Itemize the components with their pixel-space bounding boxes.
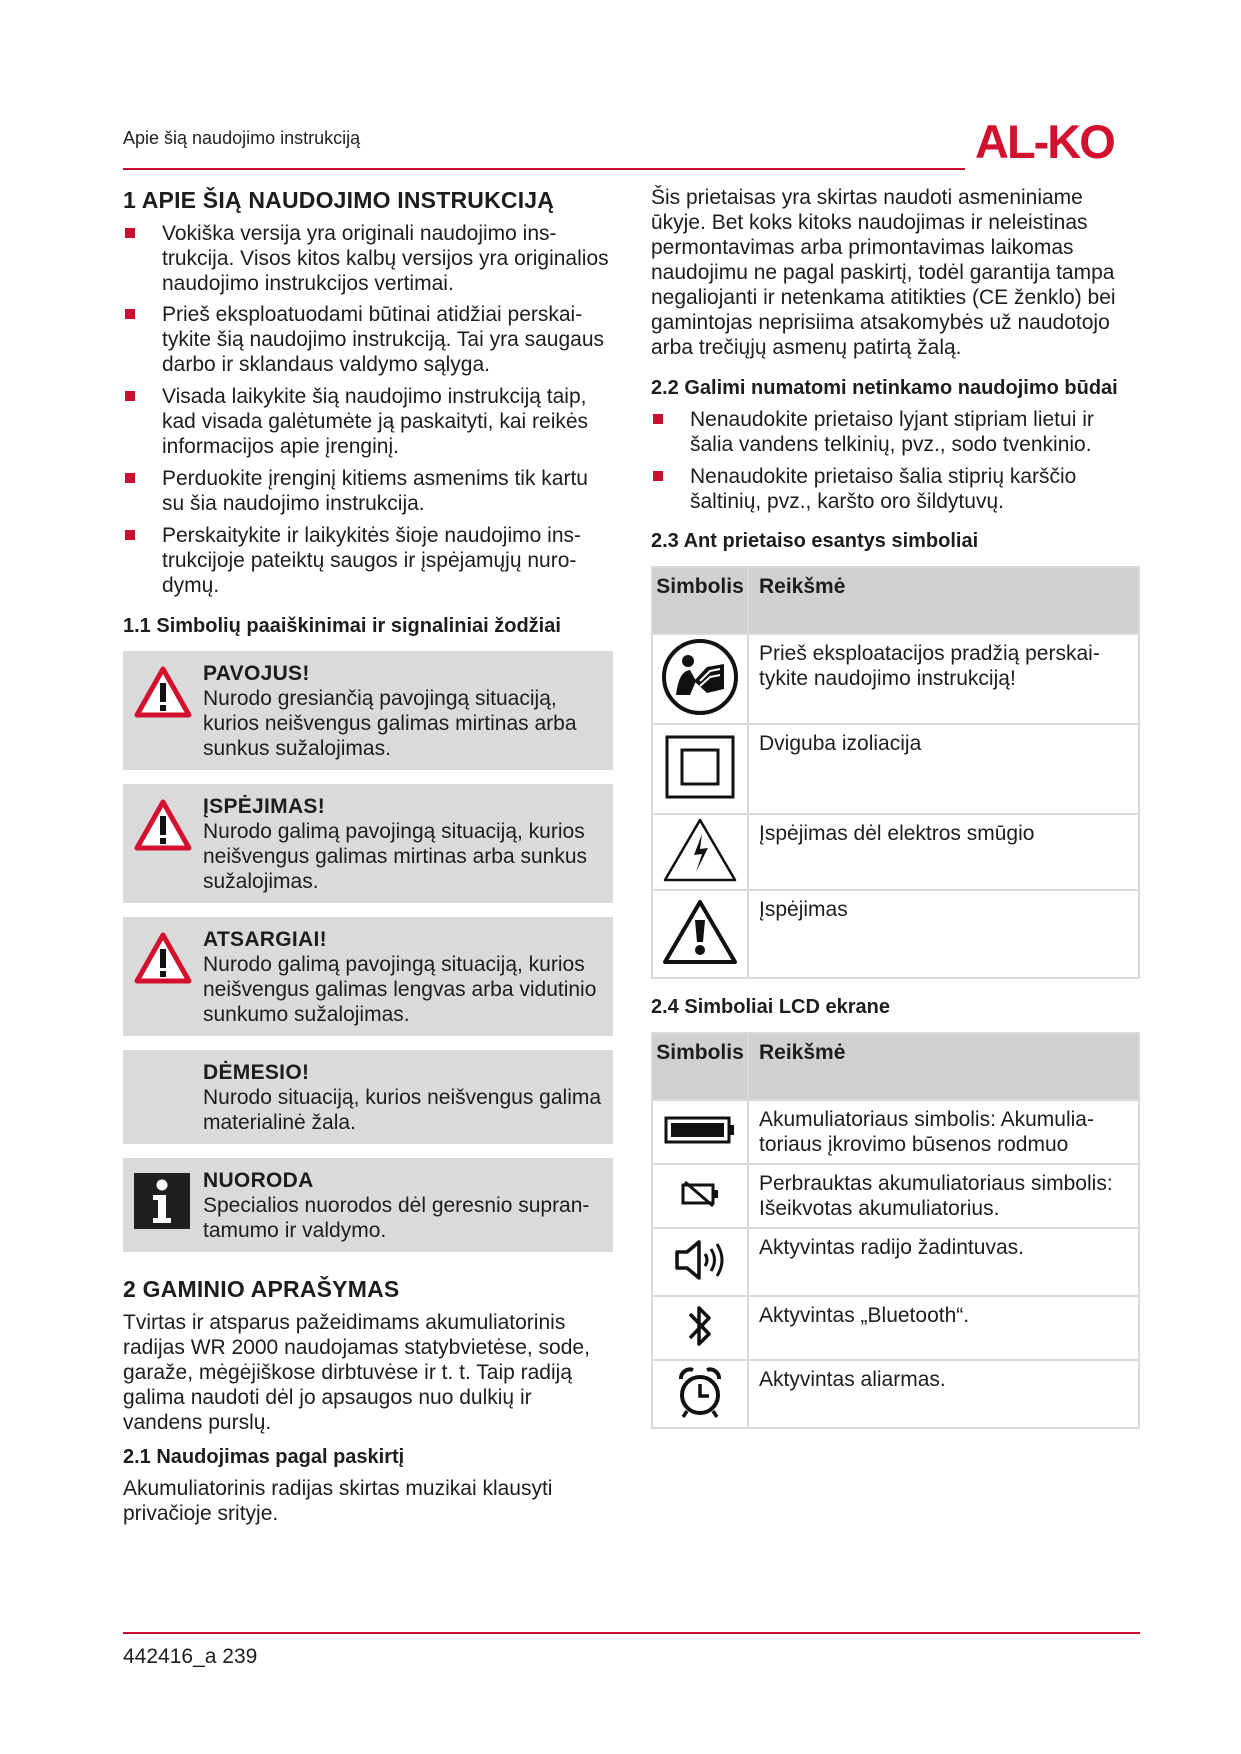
notice-warning: [123, 784, 613, 903]
warning-icon: [662, 898, 738, 966]
warning-triangle-icon: [133, 931, 193, 985]
section-1-bullets: [123, 221, 613, 598]
notice-text: Nurodo galimą pavojingą situaciją, kurios neišvengus galimas lengvas arba vidutinio sunkumo sužalojimas.: [203, 953, 597, 1026]
running-header: Apie šią naudojimo instrukciją: [123, 128, 361, 148]
section-2-2-heading: 2.2 Galimi numatomi netinkamo naudojimo būdai: [651, 377, 1118, 399]
symbol-meaning: Akumuliatoriaus simbolis: Akumuliatoriaus įkrovimo būsenos rodmuo: [748, 1100, 1139, 1164]
symbol-meaning: Prieš eksploatacijos pradžią perskaitykite naudojimo instrukciją!: [748, 634, 1139, 724]
warning-triangle-icon: [133, 798, 193, 852]
page-number: 442416_a 239: [123, 1645, 258, 1668]
section-2-2-bullets: [651, 407, 1140, 514]
symbol-meaning: Dviguba izoliacija: [748, 724, 1139, 814]
list-item: Nenaudokite prietaiso šalia stiprių karščio šaltinių, pvz., karšto oro šildytuvų.: [651, 464, 1140, 514]
symbol-meaning: Perbrauktas akumuliatoriaus simbolis: Išeikvotas akumuliatorius.: [748, 1164, 1139, 1228]
notice-title: DĖMESIO!: [203, 1061, 310, 1084]
footer-rule: [123, 1632, 1140, 1634]
section-1-1-heading: 1.1 Simbolių paaiškinimai ir signaliniai žodžiai: [123, 615, 561, 637]
list-item: Visada laikykite šią naudojimo instrukciją taip, kad visada galėtumėte ją paskaityti, kai reikės informacijos apie įrenginį.: [123, 384, 613, 459]
battery-icon: [664, 1115, 736, 1145]
table-row: [652, 1100, 1139, 1164]
table-row: [652, 724, 1139, 814]
list-item: Nenaudokite prietaiso lyjant stipriam lietui ir šalia vandens telkinių, pvz., sodo tvenkinio.: [651, 407, 1140, 457]
symbol-meaning: Aktyvintas „Bluetooth“.: [748, 1296, 1139, 1360]
alko-logo: [975, 116, 1140, 164]
notice-text: Nurodo galimą pavojingą situaciją, kurios neišvengus galimas mirtinas arba sunkus sužalojimas.: [203, 820, 588, 893]
device-symbols-table: [651, 566, 1140, 979]
table-header-row: [652, 1033, 1139, 1100]
notice-title: NUORODA: [203, 1169, 314, 1192]
notice-info: [123, 1158, 613, 1252]
battery-crossed-icon: [680, 1178, 720, 1210]
column-header-meaning: Reikšmė: [748, 1033, 1139, 1100]
info-icon: [133, 1172, 191, 1230]
alarm-clock-icon: [675, 1365, 725, 1419]
list-item: Prieš eksploatuodami būtinai atidžiai perskaitykite šią naudojimo instrukciją. Tai yra saugaus darbo ir sklandaus valdymo sąlyga.: [123, 302, 613, 377]
right-column: [651, 185, 1140, 1429]
notice-danger: [123, 651, 613, 770]
column-header-symbol: Simbolis: [652, 567, 748, 634]
section-2-3-heading: 2.3 Ant prietaiso esantys simboliai: [651, 530, 979, 552]
column-header-symbol: Simbolis: [652, 1033, 748, 1100]
notice-title: ATSARGIAI!: [203, 928, 327, 951]
table-row: [652, 1228, 1139, 1296]
table-row: [652, 814, 1139, 890]
section-2-heading: 2 GAMINIO APRAŠYMAS: [123, 1276, 400, 1302]
notice-caution: [123, 917, 613, 1036]
table-row: [652, 1360, 1139, 1428]
header-rule: [123, 168, 965, 170]
double-insulation-icon: [664, 734, 736, 800]
symbol-meaning: Aktyvintas radijo žadintuvas.: [748, 1228, 1139, 1296]
svg-text:AL-KO: AL-KO: [975, 116, 1114, 164]
table-row: [652, 634, 1139, 724]
list-item: Perduokite įrenginį kitiems asmenims tik kartu su šia naudojimo instrukcija.: [123, 466, 613, 516]
symbol-meaning: Aktyvintas aliarmas.: [748, 1360, 1139, 1428]
bluetooth-icon: [685, 1300, 715, 1352]
section-2-1-heading: 2.1 Naudojimas pagal paskirtį: [123, 1446, 405, 1468]
notice-text: Nurodo situaciją, kurios neišvengus galima materialinė žala.: [203, 1086, 602, 1134]
table-row: [652, 890, 1139, 978]
electric-shock-warning-icon: [662, 817, 738, 883]
warning-triangle-icon: [133, 665, 193, 719]
notice-text: Nurodo gresiančią pavojingą situaciją, kurios neišvengus galimas mirtinas arba sunkus sužalojimas.: [203, 687, 577, 760]
table-row: [652, 1164, 1139, 1228]
speaker-icon: [673, 1236, 727, 1284]
intended-use-paragraph: Šis prietaisas yra skirtas naudoti asmeniniame ūkyje. Bet koks kitoks naudojimas ir neleistinas permontavimas arba primontavimas laikomas naudojimu ne pagal paskirtį, todėl garantija tampa negaliojanti ir netenkama atitikties (CE ženklo) bei gamintojas neprisiima atsakomybės už naudotojo arba trečiųjų asmenų patirtą žalą.: [651, 186, 1116, 359]
column-header-meaning: Reikšmė: [748, 567, 1139, 634]
symbol-meaning: Įspėjimas: [748, 890, 1139, 978]
left-column: [123, 185, 613, 1526]
notice-title: ĮSPĖJIMAS!: [203, 795, 326, 818]
notice-title: PAVOJUS!: [203, 662, 310, 685]
section-2-4-heading: 2.4 Simboliai LCD ekrane: [651, 996, 890, 1018]
list-item: Perskaitykite ir laikykitės šioje naudojimo instrukcijoje pateiktų saugos ir įspėjamųjų nurodymų.: [123, 523, 613, 598]
section-2-paragraph: Tvirtas ir atsparus pažeidimams akumuliatorinis radijas WR 2000 naudojamas statybvietėse, sode, garaže, mėgėjiškose dirbtuvėse ir t. t. Taip radiją galima naudoti dėl jo apsaugos nuo dulkių ir vandens purslų.: [123, 1311, 590, 1434]
read-manual-icon: [660, 637, 740, 717]
notice-text: Specialios nuorodos dėl geresnio suprantamumo ir valdymo.: [203, 1194, 590, 1242]
lcd-symbols-table: [651, 1032, 1140, 1429]
section-2-1-paragraph: Akumuliatorinis radijas skirtas muzikai klausyti privačioje srityje.: [123, 1477, 553, 1525]
notice-attention: [123, 1050, 613, 1144]
section-1-heading: 1 APIE ŠIĄ NAUDOJIMO INSTRUKCIJĄ: [123, 187, 555, 213]
symbol-meaning: Įspėjimas dėl elektros smūgio: [748, 814, 1139, 890]
list-item: Vokiška versija yra originali naudojimo instrukcija. Visos kitos kalbų versijos yra originalios naudojimo instrukcijos vertimai.: [123, 221, 613, 296]
table-header-row: [652, 567, 1139, 634]
table-row: [652, 1296, 1139, 1360]
